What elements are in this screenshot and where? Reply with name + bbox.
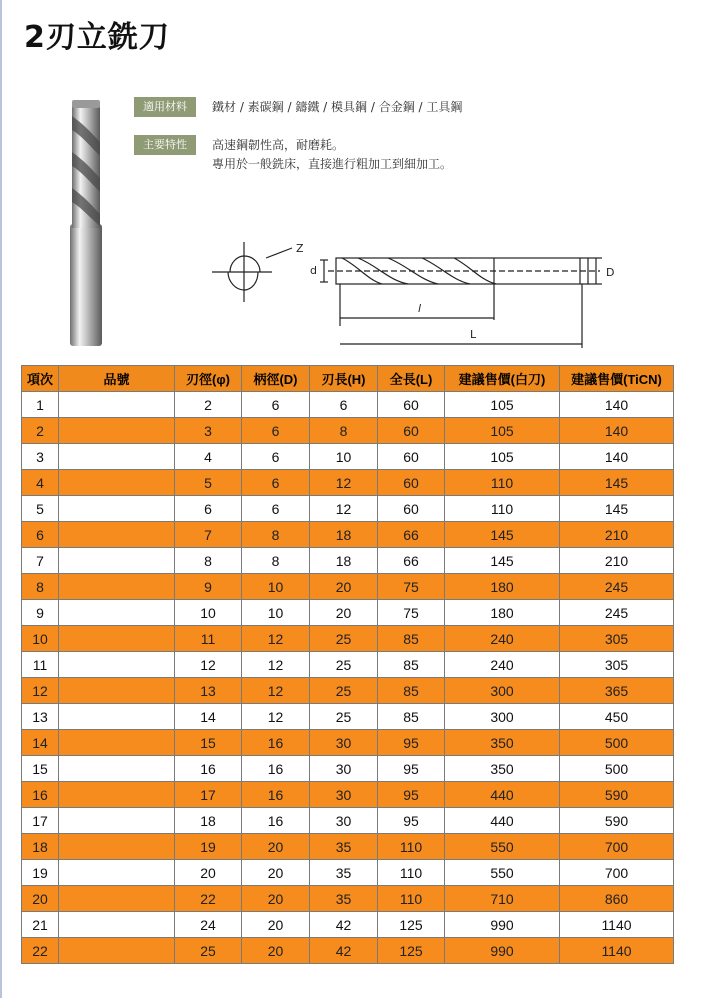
col-price-plain-cell: 350: [445, 756, 560, 782]
col-index-cell: 11: [22, 652, 59, 678]
col-blade-length-cell: 25: [310, 652, 378, 678]
col-shank-diameter-cell: 6: [242, 470, 310, 496]
col-blade-length-cell: 12: [310, 496, 378, 522]
col-price-plain-cell: 105: [445, 444, 560, 470]
col-shank-diameter-cell: 12: [242, 652, 310, 678]
col-blade-length-cell: 30: [310, 756, 378, 782]
col-blade-length-cell: 25: [310, 704, 378, 730]
col-price-ticn-cell: 245: [560, 600, 674, 626]
col-price-plain-cell: 300: [445, 678, 560, 704]
col-price-ticn-cell: 700: [560, 860, 674, 886]
col-price-plain-header: 建議售價(白刀): [445, 366, 560, 392]
col-overall-length-cell: 125: [378, 912, 445, 938]
col-blade-diameter-cell: 8: [175, 548, 242, 574]
col-price-plain-cell: 105: [445, 418, 560, 444]
col-price-ticn-cell: 210: [560, 548, 674, 574]
col-blade-length-cell: 25: [310, 678, 378, 704]
col-overall-length-cell: 66: [378, 548, 445, 574]
col-part-no-cell: [59, 522, 175, 548]
col-blade-diameter-cell: 4: [175, 444, 242, 470]
col-blade-diameter-cell: 22: [175, 886, 242, 912]
col-part-no-cell: [59, 782, 175, 808]
col-price-ticn-cell: 590: [560, 808, 674, 834]
col-price-plain-cell: 350: [445, 730, 560, 756]
col-price-ticn-cell: 145: [560, 470, 674, 496]
col-price-ticn-cell: 1140: [560, 938, 674, 964]
col-index-cell: 21: [22, 912, 59, 938]
col-index-cell: 7: [22, 548, 59, 574]
table-row: [22, 444, 674, 470]
col-price-plain-cell: 145: [445, 548, 560, 574]
col-overall-length-cell: 95: [378, 782, 445, 808]
col-index-cell: 19: [22, 860, 59, 886]
col-index-cell: 20: [22, 886, 59, 912]
col-blade-length-cell: 18: [310, 522, 378, 548]
col-shank-diameter-cell: 10: [242, 600, 310, 626]
col-price-ticn-cell: 590: [560, 782, 674, 808]
col-blade-diameter-cell: 6: [175, 496, 242, 522]
col-shank-diameter-cell: 12: [242, 678, 310, 704]
col-price-ticn-cell: 140: [560, 392, 674, 418]
col-blade-length-cell: 42: [310, 912, 378, 938]
features-badge: 主要特性: [134, 135, 196, 155]
table-row: [22, 470, 674, 496]
col-blade-length-header: 刃長(H): [310, 366, 378, 392]
table-row: [22, 938, 674, 964]
col-price-plain-cell: 440: [445, 782, 560, 808]
table-row: [22, 652, 674, 678]
col-overall-length-cell: 110: [378, 886, 445, 912]
price-table: [21, 365, 674, 964]
col-shank-diameter-cell: 20: [242, 886, 310, 912]
col-index-cell: 1: [22, 392, 59, 418]
col-overall-length-cell: 75: [378, 600, 445, 626]
col-overall-length-header: 全長(L): [378, 366, 445, 392]
col-blade-length-cell: 30: [310, 730, 378, 756]
col-blade-length-cell: 20: [310, 574, 378, 600]
col-price-plain-cell: 240: [445, 652, 560, 678]
col-blade-diameter-cell: 14: [175, 704, 242, 730]
col-blade-diameter-cell: 18: [175, 808, 242, 834]
col-blade-length-cell: 30: [310, 782, 378, 808]
col-overall-length-cell: 110: [378, 860, 445, 886]
col-shank-diameter-cell: 16: [242, 756, 310, 782]
col-part-no-cell: [59, 574, 175, 600]
col-shank-diameter-cell: 20: [242, 834, 310, 860]
col-shank-diameter-cell: 8: [242, 522, 310, 548]
col-index-cell: 9: [22, 600, 59, 626]
table-header-row: [22, 366, 674, 392]
col-part-no-cell: [59, 938, 175, 964]
col-shank-diameter-cell: 10: [242, 574, 310, 600]
table-row: [22, 730, 674, 756]
col-price-plain-cell: 105: [445, 392, 560, 418]
col-overall-length-cell: 125: [378, 938, 445, 964]
col-price-plain-cell: 145: [445, 522, 560, 548]
end-mill-drawing: [208, 236, 628, 356]
col-price-ticn-cell: 305: [560, 652, 674, 678]
col-shank-diameter-cell: 16: [242, 730, 310, 756]
col-price-plain-cell: 990: [445, 938, 560, 964]
col-shank-diameter-cell: 16: [242, 808, 310, 834]
page-title: 2刃立銑刀: [24, 20, 170, 55]
page-border: [0, 0, 2, 998]
col-blade-diameter-header: 刃徑(φ): [175, 366, 242, 392]
table-row: [22, 860, 674, 886]
label-D-upper: D: [606, 266, 615, 279]
col-price-ticn-cell: 450: [560, 704, 674, 730]
col-index-cell: 13: [22, 704, 59, 730]
col-overall-length-cell: 95: [378, 756, 445, 782]
col-blade-diameter-cell: 10: [175, 600, 242, 626]
col-part-no-cell: [59, 886, 175, 912]
col-overall-length-cell: 60: [378, 470, 445, 496]
col-shank-diameter-cell: 16: [242, 782, 310, 808]
col-blade-length-cell: 20: [310, 600, 378, 626]
col-shank-diameter-cell: 12: [242, 626, 310, 652]
col-shank-diameter-cell: 12: [242, 704, 310, 730]
col-part-no-cell: [59, 392, 175, 418]
col-index-cell: 10: [22, 626, 59, 652]
col-part-no-cell: [59, 496, 175, 522]
col-blade-length-cell: 35: [310, 886, 378, 912]
col-overall-length-cell: 85: [378, 626, 445, 652]
materials-text: 鐵材 / 素碳鋼 / 鑄鐵 / 模具鋼 / 合金鋼 / 工具鋼: [212, 100, 463, 114]
table-row: [22, 704, 674, 730]
col-price-ticn-cell: 365: [560, 678, 674, 704]
col-shank-diameter-cell: 6: [242, 418, 310, 444]
end-mill-photo: [64, 96, 108, 348]
col-index-header: 項次: [22, 366, 59, 392]
col-blade-diameter-cell: 5: [175, 470, 242, 496]
label-L-upper: L: [470, 328, 477, 341]
col-part-no-cell: [59, 704, 175, 730]
col-part-no-cell: [59, 626, 175, 652]
col-shank-diameter-cell: 6: [242, 392, 310, 418]
features-line-2: 專用於一般銑床，直接進行粗加工到細加工。: [212, 157, 453, 171]
col-part-no-cell: [59, 756, 175, 782]
col-price-plain-cell: 240: [445, 626, 560, 652]
table-row: [22, 600, 674, 626]
col-blade-diameter-cell: 25: [175, 938, 242, 964]
col-part-no-cell: [59, 470, 175, 496]
table-row: [22, 912, 674, 938]
col-index-cell: 8: [22, 574, 59, 600]
col-price-plain-cell: 550: [445, 834, 560, 860]
col-part-no-cell: [59, 652, 175, 678]
col-index-cell: 14: [22, 730, 59, 756]
col-blade-diameter-cell: 20: [175, 860, 242, 886]
col-blade-length-cell: 18: [310, 548, 378, 574]
col-index-cell: 15: [22, 756, 59, 782]
col-price-plain-cell: 990: [445, 912, 560, 938]
col-index-cell: 12: [22, 678, 59, 704]
col-blade-diameter-cell: 19: [175, 834, 242, 860]
col-blade-diameter-cell: 11: [175, 626, 242, 652]
col-shank-diameter-cell: 20: [242, 938, 310, 964]
col-index-cell: 22: [22, 938, 59, 964]
col-part-no-header: 品號: [59, 366, 175, 392]
col-overall-length-cell: 66: [378, 522, 445, 548]
col-index-cell: 4: [22, 470, 59, 496]
table-row: [22, 808, 674, 834]
col-blade-length-cell: 6: [310, 392, 378, 418]
col-price-plain-cell: 710: [445, 886, 560, 912]
table-row: [22, 496, 674, 522]
col-part-no-cell: [59, 834, 175, 860]
table-row: [22, 548, 674, 574]
col-blade-length-cell: 30: [310, 808, 378, 834]
col-part-no-cell: [59, 444, 175, 470]
col-shank-diameter-cell: 6: [242, 496, 310, 522]
col-blade-diameter-cell: 15: [175, 730, 242, 756]
col-price-ticn-cell: 245: [560, 574, 674, 600]
col-index-cell: 3: [22, 444, 59, 470]
table-row: [22, 834, 674, 860]
col-index-cell: 5: [22, 496, 59, 522]
col-shank-diameter-header: 柄徑(D): [242, 366, 310, 392]
table-row: [22, 418, 674, 444]
col-blade-diameter-cell: 12: [175, 652, 242, 678]
col-part-no-cell: [59, 860, 175, 886]
col-price-ticn-cell: 145: [560, 496, 674, 522]
col-index-cell: 2: [22, 418, 59, 444]
col-overall-length-cell: 95: [378, 808, 445, 834]
col-price-plain-cell: 300: [445, 704, 560, 730]
col-shank-diameter-cell: 20: [242, 860, 310, 886]
col-blade-length-cell: 42: [310, 938, 378, 964]
col-price-plain-cell: 180: [445, 574, 560, 600]
col-price-ticn-cell: 700: [560, 834, 674, 860]
col-price-ticn-cell: 500: [560, 756, 674, 782]
col-blade-length-cell: 8: [310, 418, 378, 444]
col-price-ticn-cell: 860: [560, 886, 674, 912]
col-index-cell: 6: [22, 522, 59, 548]
col-blade-diameter-cell: 13: [175, 678, 242, 704]
col-blade-length-cell: 12: [310, 470, 378, 496]
features-line-1: 高速鋼韌性高，耐磨耗。: [212, 138, 345, 152]
col-shank-diameter-cell: 20: [242, 912, 310, 938]
col-price-ticn-cell: 140: [560, 418, 674, 444]
col-overall-length-cell: 95: [378, 730, 445, 756]
label-z: Z: [296, 242, 304, 255]
col-blade-diameter-cell: 3: [175, 418, 242, 444]
col-price-plain-cell: 440: [445, 808, 560, 834]
col-overall-length-cell: 60: [378, 392, 445, 418]
col-shank-diameter-cell: 8: [242, 548, 310, 574]
label-l: l: [418, 302, 422, 315]
table-row: [22, 574, 674, 600]
col-overall-length-cell: 85: [378, 704, 445, 730]
table-row: [22, 782, 674, 808]
col-price-ticn-cell: 210: [560, 522, 674, 548]
col-part-no-cell: [59, 600, 175, 626]
col-price-ticn-cell: 1140: [560, 912, 674, 938]
col-index-cell: 17: [22, 808, 59, 834]
col-overall-length-cell: 110: [378, 834, 445, 860]
col-part-no-cell: [59, 548, 175, 574]
table-row: [22, 522, 674, 548]
col-price-plain-cell: 180: [445, 600, 560, 626]
col-blade-length-cell: 10: [310, 444, 378, 470]
col-index-cell: 16: [22, 782, 59, 808]
col-overall-length-cell: 60: [378, 444, 445, 470]
col-overall-length-cell: 60: [378, 418, 445, 444]
table-row: [22, 392, 674, 418]
col-price-ticn-cell: 305: [560, 626, 674, 652]
col-part-no-cell: [59, 912, 175, 938]
materials-badge: 適用材料: [134, 97, 196, 117]
col-part-no-cell: [59, 418, 175, 444]
col-blade-diameter-cell: 7: [175, 522, 242, 548]
col-index-cell: 18: [22, 834, 59, 860]
col-overall-length-cell: 60: [378, 496, 445, 522]
col-price-ticn-header: 建議售價(TiCN): [560, 366, 674, 392]
table-row: [22, 756, 674, 782]
col-overall-length-cell: 75: [378, 574, 445, 600]
col-price-plain-cell: 110: [445, 470, 560, 496]
col-overall-length-cell: 85: [378, 652, 445, 678]
col-blade-diameter-cell: 17: [175, 782, 242, 808]
table-row: [22, 886, 674, 912]
col-shank-diameter-cell: 6: [242, 444, 310, 470]
col-price-plain-cell: 550: [445, 860, 560, 886]
col-blade-diameter-cell: 2: [175, 392, 242, 418]
col-blade-diameter-cell: 16: [175, 756, 242, 782]
col-part-no-cell: [59, 730, 175, 756]
col-price-ticn-cell: 500: [560, 730, 674, 756]
col-price-ticn-cell: 140: [560, 444, 674, 470]
col-blade-length-cell: 35: [310, 834, 378, 860]
col-blade-diameter-cell: 9: [175, 574, 242, 600]
table-row: [22, 626, 674, 652]
col-blade-diameter-cell: 24: [175, 912, 242, 938]
col-overall-length-cell: 85: [378, 678, 445, 704]
col-blade-length-cell: 35: [310, 860, 378, 886]
label-d: d: [310, 264, 317, 277]
col-part-no-cell: [59, 678, 175, 704]
col-price-plain-cell: 110: [445, 496, 560, 522]
table-row: [22, 678, 674, 704]
col-blade-length-cell: 25: [310, 626, 378, 652]
col-part-no-cell: [59, 808, 175, 834]
